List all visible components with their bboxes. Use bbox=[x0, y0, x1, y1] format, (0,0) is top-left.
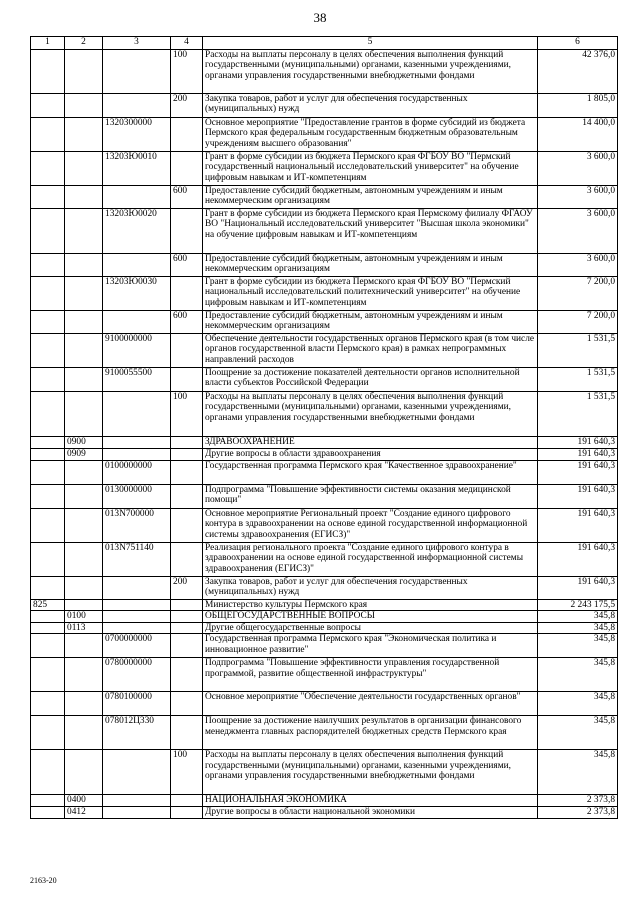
table-row bbox=[31, 94, 618, 118]
section-code-cell bbox=[65, 311, 103, 334]
target-article-cell: 0130000000 bbox=[103, 485, 171, 509]
section-code-cell bbox=[65, 186, 103, 209]
target-article-cell bbox=[103, 611, 171, 622]
column-header: 4 bbox=[171, 37, 203, 50]
amount-cell: 191 640,3 bbox=[538, 449, 618, 461]
target-article-cell: 0100000000 bbox=[103, 461, 171, 485]
receiver-code-cell bbox=[31, 692, 65, 716]
target-article-cell: 013N700000 bbox=[103, 509, 171, 543]
target-article-cell: 078012Ц330 bbox=[103, 716, 171, 750]
column-header: 2 bbox=[65, 37, 103, 50]
target-article-cell: 1320300000 bbox=[103, 118, 171, 152]
target-article-cell bbox=[103, 392, 171, 437]
table-row bbox=[31, 634, 618, 658]
expense-type-cell bbox=[171, 622, 203, 633]
section-code-cell bbox=[65, 368, 103, 392]
receiver-code-cell bbox=[31, 186, 65, 209]
budget-table bbox=[30, 36, 618, 819]
receiver-code-cell bbox=[31, 437, 65, 449]
table-row bbox=[31, 509, 618, 543]
amount-cell: 3 600,0 bbox=[538, 186, 618, 209]
amount-cell: 345,8 bbox=[538, 750, 618, 795]
table-row bbox=[31, 611, 618, 622]
expense-type-cell bbox=[171, 543, 203, 577]
target-article-cell bbox=[103, 50, 171, 94]
section-code-cell bbox=[65, 334, 103, 368]
table-row bbox=[31, 368, 618, 392]
section-code-cell bbox=[65, 692, 103, 716]
receiver-code-cell: 825 bbox=[31, 600, 65, 611]
table-row bbox=[31, 186, 618, 209]
section-code-cell bbox=[65, 485, 103, 509]
amount-cell: 345,8 bbox=[538, 622, 618, 633]
target-article-cell: 13203Ю0010 bbox=[103, 152, 171, 186]
receiver-code-cell bbox=[31, 750, 65, 795]
receiver-code-cell bbox=[31, 277, 65, 311]
description-cell: НАЦИОНАЛЬНАЯ ЭКОНОМИКА bbox=[203, 795, 538, 807]
target-article-cell bbox=[103, 622, 171, 633]
target-article-cell bbox=[103, 807, 171, 819]
section-code-cell bbox=[65, 543, 103, 577]
expense-type-cell bbox=[171, 611, 203, 622]
target-article-cell bbox=[103, 795, 171, 807]
target-article-cell: 0780000000 bbox=[103, 658, 171, 692]
description-cell: Государственная программа Пермского края "Экономическая политика и инновационное развитие" bbox=[203, 634, 538, 658]
description-cell: Основное мероприятие "Предоставление грантов в форме субсидий из бюджета Пермского края федеральным государственным бюджетным образовательным учреждениям высшего образования" bbox=[203, 118, 538, 152]
section-code-cell: 0100 bbox=[65, 611, 103, 622]
section-code-cell: 0412 bbox=[65, 807, 103, 819]
receiver-code-cell bbox=[31, 509, 65, 543]
table-row bbox=[31, 692, 618, 716]
amount-cell: 345,8 bbox=[538, 716, 618, 750]
amount-cell: 191 640,3 bbox=[538, 437, 618, 449]
target-article-cell bbox=[103, 437, 171, 449]
receiver-code-cell bbox=[31, 658, 65, 692]
description-cell: Закупка товаров, работ и услуг для обеспечения государственных (муниципальных) нужд bbox=[203, 577, 538, 600]
description-cell: Основное мероприятие Региональный проект "Создание единого цифрового контура в здравоохранении на основе единой государственной информационной системы здравоохранения (ЕГИСЗ)" bbox=[203, 509, 538, 543]
amount-cell: 1 531,5 bbox=[538, 334, 618, 368]
column-header: 1 bbox=[31, 37, 65, 50]
section-code-cell bbox=[65, 392, 103, 437]
description-cell: Поощрение за достижение наилучших результатов в организации финансового менеджмента главных распорядителей бюджетных средств Пермского края bbox=[203, 716, 538, 750]
expense-type-cell bbox=[171, 449, 203, 461]
amount-cell: 2 373,8 bbox=[538, 807, 618, 819]
amount-cell: 191 640,3 bbox=[538, 577, 618, 600]
amount-cell: 1 531,5 bbox=[538, 392, 618, 437]
receiver-code-cell bbox=[31, 368, 65, 392]
target-article-cell bbox=[103, 600, 171, 611]
receiver-code-cell bbox=[31, 716, 65, 750]
description-cell: Расходы на выплаты персоналу в целях обеспечения выполнения функций государственными (муниципальными) органами, казенными учреждениями, органами управления государственными внебюджетными фондами bbox=[203, 50, 538, 94]
expense-type-cell: 100 bbox=[171, 50, 203, 94]
target-article-cell: 9100055500 bbox=[103, 368, 171, 392]
footer-code: 2163-20 bbox=[30, 876, 57, 885]
description-cell: Закупка товаров, работ и услуг для обеспечения государственных (муниципальных) нужд bbox=[203, 94, 538, 118]
section-code-cell bbox=[65, 94, 103, 118]
description-cell: ОБЩЕГОСУДАРСТВЕННЫЕ ВОПРОСЫ bbox=[203, 611, 538, 622]
amount-cell: 345,8 bbox=[538, 658, 618, 692]
table-row bbox=[31, 807, 618, 819]
table-row bbox=[31, 449, 618, 461]
expense-type-cell bbox=[171, 437, 203, 449]
target-article-cell: 0700000000 bbox=[103, 634, 171, 658]
expense-type-cell: 200 bbox=[171, 577, 203, 600]
amount-cell: 1 805,0 bbox=[538, 94, 618, 118]
section-code-cell bbox=[65, 152, 103, 186]
section-code-cell bbox=[65, 209, 103, 254]
description-cell: Обеспечение деятельности государственных органов Пермского края (в том числе органов государственной власти Пермского края) в рамках непрограммных направлений расходов bbox=[203, 334, 538, 368]
expense-type-cell: 100 bbox=[171, 750, 203, 795]
section-code-cell bbox=[65, 50, 103, 94]
section-code-cell: 0900 bbox=[65, 437, 103, 449]
expense-type-cell bbox=[171, 807, 203, 819]
table-row bbox=[31, 750, 618, 795]
section-code-cell: 0909 bbox=[65, 449, 103, 461]
expense-type-cell: 600 bbox=[171, 254, 203, 277]
table-row bbox=[31, 622, 618, 633]
receiver-code-cell bbox=[31, 611, 65, 622]
table-row bbox=[31, 600, 618, 611]
description-cell: Основное мероприятие "Обеспечение деятельности государственных органов" bbox=[203, 692, 538, 716]
table-row bbox=[31, 50, 618, 94]
amount-cell: 191 640,3 bbox=[538, 543, 618, 577]
receiver-code-cell bbox=[31, 50, 65, 94]
table-row bbox=[31, 658, 618, 692]
receiver-code-cell bbox=[31, 152, 65, 186]
receiver-code-cell bbox=[31, 449, 65, 461]
expense-type-cell bbox=[171, 368, 203, 392]
amount-cell: 3 600,0 bbox=[538, 152, 618, 186]
target-article-cell bbox=[103, 94, 171, 118]
expense-type-cell bbox=[171, 795, 203, 807]
description-cell: Предоставление субсидий бюджетным, автономным учреждениям и иным некоммерческим организациям bbox=[203, 311, 538, 334]
receiver-code-cell bbox=[31, 392, 65, 437]
expense-type-cell bbox=[171, 692, 203, 716]
description-cell: Расходы на выплаты персоналу в целях обеспечения выполнения функций государственными (муниципальными) органами, казенными учреждениями, органами управления государственными внебюджетными фондами bbox=[203, 392, 538, 437]
receiver-code-cell bbox=[31, 634, 65, 658]
description-cell: Министерство культуры Пермского края bbox=[203, 600, 538, 611]
receiver-code-cell bbox=[31, 577, 65, 600]
receiver-code-cell bbox=[31, 311, 65, 334]
amount-cell: 2 243 175,5 bbox=[538, 600, 618, 611]
table-row bbox=[31, 437, 618, 449]
amount-cell: 191 640,3 bbox=[538, 509, 618, 543]
target-article-cell: 013N751140 bbox=[103, 543, 171, 577]
table-row bbox=[31, 254, 618, 277]
receiver-code-cell bbox=[31, 622, 65, 633]
table-row bbox=[31, 277, 618, 311]
amount-cell: 345,8 bbox=[538, 611, 618, 622]
table-header-row bbox=[31, 37, 618, 50]
table-row bbox=[31, 543, 618, 577]
receiver-code-cell bbox=[31, 485, 65, 509]
target-article-cell bbox=[103, 254, 171, 277]
expense-type-cell bbox=[171, 334, 203, 368]
target-article-cell: 13203Ю0030 bbox=[103, 277, 171, 311]
expense-type-cell bbox=[171, 209, 203, 254]
target-article-cell bbox=[103, 186, 171, 209]
table-row bbox=[31, 716, 618, 750]
target-article-cell: 0780100000 bbox=[103, 692, 171, 716]
expense-type-cell bbox=[171, 485, 203, 509]
table-row bbox=[31, 334, 618, 368]
expense-type-cell: 600 bbox=[171, 186, 203, 209]
amount-cell: 191 640,3 bbox=[538, 485, 618, 509]
section-code-cell: 0113 bbox=[65, 622, 103, 633]
receiver-code-cell bbox=[31, 94, 65, 118]
expense-type-cell bbox=[171, 509, 203, 543]
table-row bbox=[31, 485, 618, 509]
section-code-cell bbox=[65, 509, 103, 543]
description-cell: Другие вопросы в области здравоохранения bbox=[203, 449, 538, 461]
expense-type-cell bbox=[171, 277, 203, 311]
description-cell: Подпрограмма "Повышение эффективности системы оказания медицинской помощи" bbox=[203, 485, 538, 509]
amount-cell: 3 600,0 bbox=[538, 209, 618, 254]
amount-cell: 191 640,3 bbox=[538, 461, 618, 485]
description-cell: Другие общегосударственные вопросы bbox=[203, 622, 538, 633]
table-row bbox=[31, 311, 618, 334]
description-cell: Расходы на выплаты персоналу в целях обеспечения выполнения функций государственными (муниципальными) органами, казенными учреждениями, органами управления государственными внебюджетными фондами bbox=[203, 750, 538, 795]
description-cell: Грант в форме субсидии из бюджета Пермского края ФГБОУ ВО "Пермский государственный национальный исследовательский университет" на обучение цифровым навыкам и ИТ-компетенциям bbox=[203, 152, 538, 186]
page-number: 38 bbox=[313, 10, 327, 25]
amount-cell: 2 373,8 bbox=[538, 795, 618, 807]
receiver-code-cell bbox=[31, 254, 65, 277]
expense-type-cell bbox=[171, 461, 203, 485]
expense-type-cell: 200 bbox=[171, 94, 203, 118]
receiver-code-cell bbox=[31, 807, 65, 819]
target-article-cell bbox=[103, 311, 171, 334]
section-code-cell bbox=[65, 600, 103, 611]
section-code-cell bbox=[65, 118, 103, 152]
receiver-code-cell bbox=[31, 543, 65, 577]
amount-cell: 3 600,0 bbox=[538, 254, 618, 277]
receiver-code-cell bbox=[31, 118, 65, 152]
target-article-cell bbox=[103, 577, 171, 600]
amount-cell: 345,8 bbox=[538, 692, 618, 716]
table-row bbox=[31, 461, 618, 485]
table-row bbox=[31, 577, 618, 600]
receiver-code-cell bbox=[31, 334, 65, 368]
description-cell: Грант в форме субсидии из бюджета Пермского края Пермскому филиалу ФГАОУ ВО "Национальный исследовательский университет "Высшая школа экономики" на обучение цифровым навыкам и ИТ-компетенциям bbox=[203, 209, 538, 254]
section-code-cell bbox=[65, 577, 103, 600]
table-row bbox=[31, 795, 618, 807]
expense-type-cell bbox=[171, 118, 203, 152]
section-code-cell bbox=[65, 461, 103, 485]
receiver-code-cell bbox=[31, 209, 65, 254]
description-cell: Другие вопросы в области национальной экономики bbox=[203, 807, 538, 819]
description-cell: Предоставление субсидий бюджетным, автономным учреждениям и иным некоммерческим организациям bbox=[203, 254, 538, 277]
table-row bbox=[31, 118, 618, 152]
description-cell: ЗДРАВООХРАНЕНИЕ bbox=[203, 437, 538, 449]
receiver-code-cell bbox=[31, 795, 65, 807]
description-cell: Предоставление субсидий бюджетным, автономным учреждениям и иным некоммерческим организациям bbox=[203, 186, 538, 209]
table-row bbox=[31, 392, 618, 437]
section-code-cell bbox=[65, 254, 103, 277]
expense-type-cell bbox=[171, 658, 203, 692]
description-cell: Поощрение за достижение показателей деятельности органов исполнительной власти субъектов Российской Федерации bbox=[203, 368, 538, 392]
target-article-cell bbox=[103, 750, 171, 795]
target-article-cell: 13203Ю0020 bbox=[103, 209, 171, 254]
expense-type-cell bbox=[171, 600, 203, 611]
expense-type-cell bbox=[171, 716, 203, 750]
section-code-cell bbox=[65, 716, 103, 750]
column-header: 3 bbox=[103, 37, 171, 50]
amount-cell: 14 400,0 bbox=[538, 118, 618, 152]
amount-cell: 42 376,0 bbox=[538, 50, 618, 94]
description-cell: Реализация регионального проекта "Создание единого цифрового контура в здравоохранении на основе единой государственной информационной системы здравоохранения (ЕГИСЗ)" bbox=[203, 543, 538, 577]
section-code-cell: 0400 bbox=[65, 795, 103, 807]
column-header: 5 bbox=[203, 37, 538, 50]
description-cell: Подпрограмма "Повышение эффективности управления государственной программой, развитие общественной инфраструктуры" bbox=[203, 658, 538, 692]
amount-cell: 345,8 bbox=[538, 634, 618, 658]
receiver-code-cell bbox=[31, 461, 65, 485]
expense-type-cell: 600 bbox=[171, 311, 203, 334]
column-header: 6 bbox=[538, 37, 618, 50]
amount-cell: 1 531,5 bbox=[538, 368, 618, 392]
expense-type-cell bbox=[171, 152, 203, 186]
description-cell: Грант в форме субсидии из бюджета Пермского края ФГБОУ ВО "Пермский национальный исследовательский политехнический университет" на обучение цифровым навыкам и ИТ-компетенциям bbox=[203, 277, 538, 311]
section-code-cell bbox=[65, 658, 103, 692]
section-code-cell bbox=[65, 277, 103, 311]
amount-cell: 7 200,0 bbox=[538, 277, 618, 311]
amount-cell: 7 200,0 bbox=[538, 311, 618, 334]
expense-type-cell: 100 bbox=[171, 392, 203, 437]
table-row bbox=[31, 209, 618, 254]
target-article-cell: 9100000000 bbox=[103, 334, 171, 368]
expense-type-cell bbox=[171, 634, 203, 658]
section-code-cell bbox=[65, 634, 103, 658]
table-row bbox=[31, 152, 618, 186]
section-code-cell bbox=[65, 750, 103, 795]
target-article-cell bbox=[103, 449, 171, 461]
description-cell: Государственная программа Пермского края "Качественное здравоохранение" bbox=[203, 461, 538, 485]
